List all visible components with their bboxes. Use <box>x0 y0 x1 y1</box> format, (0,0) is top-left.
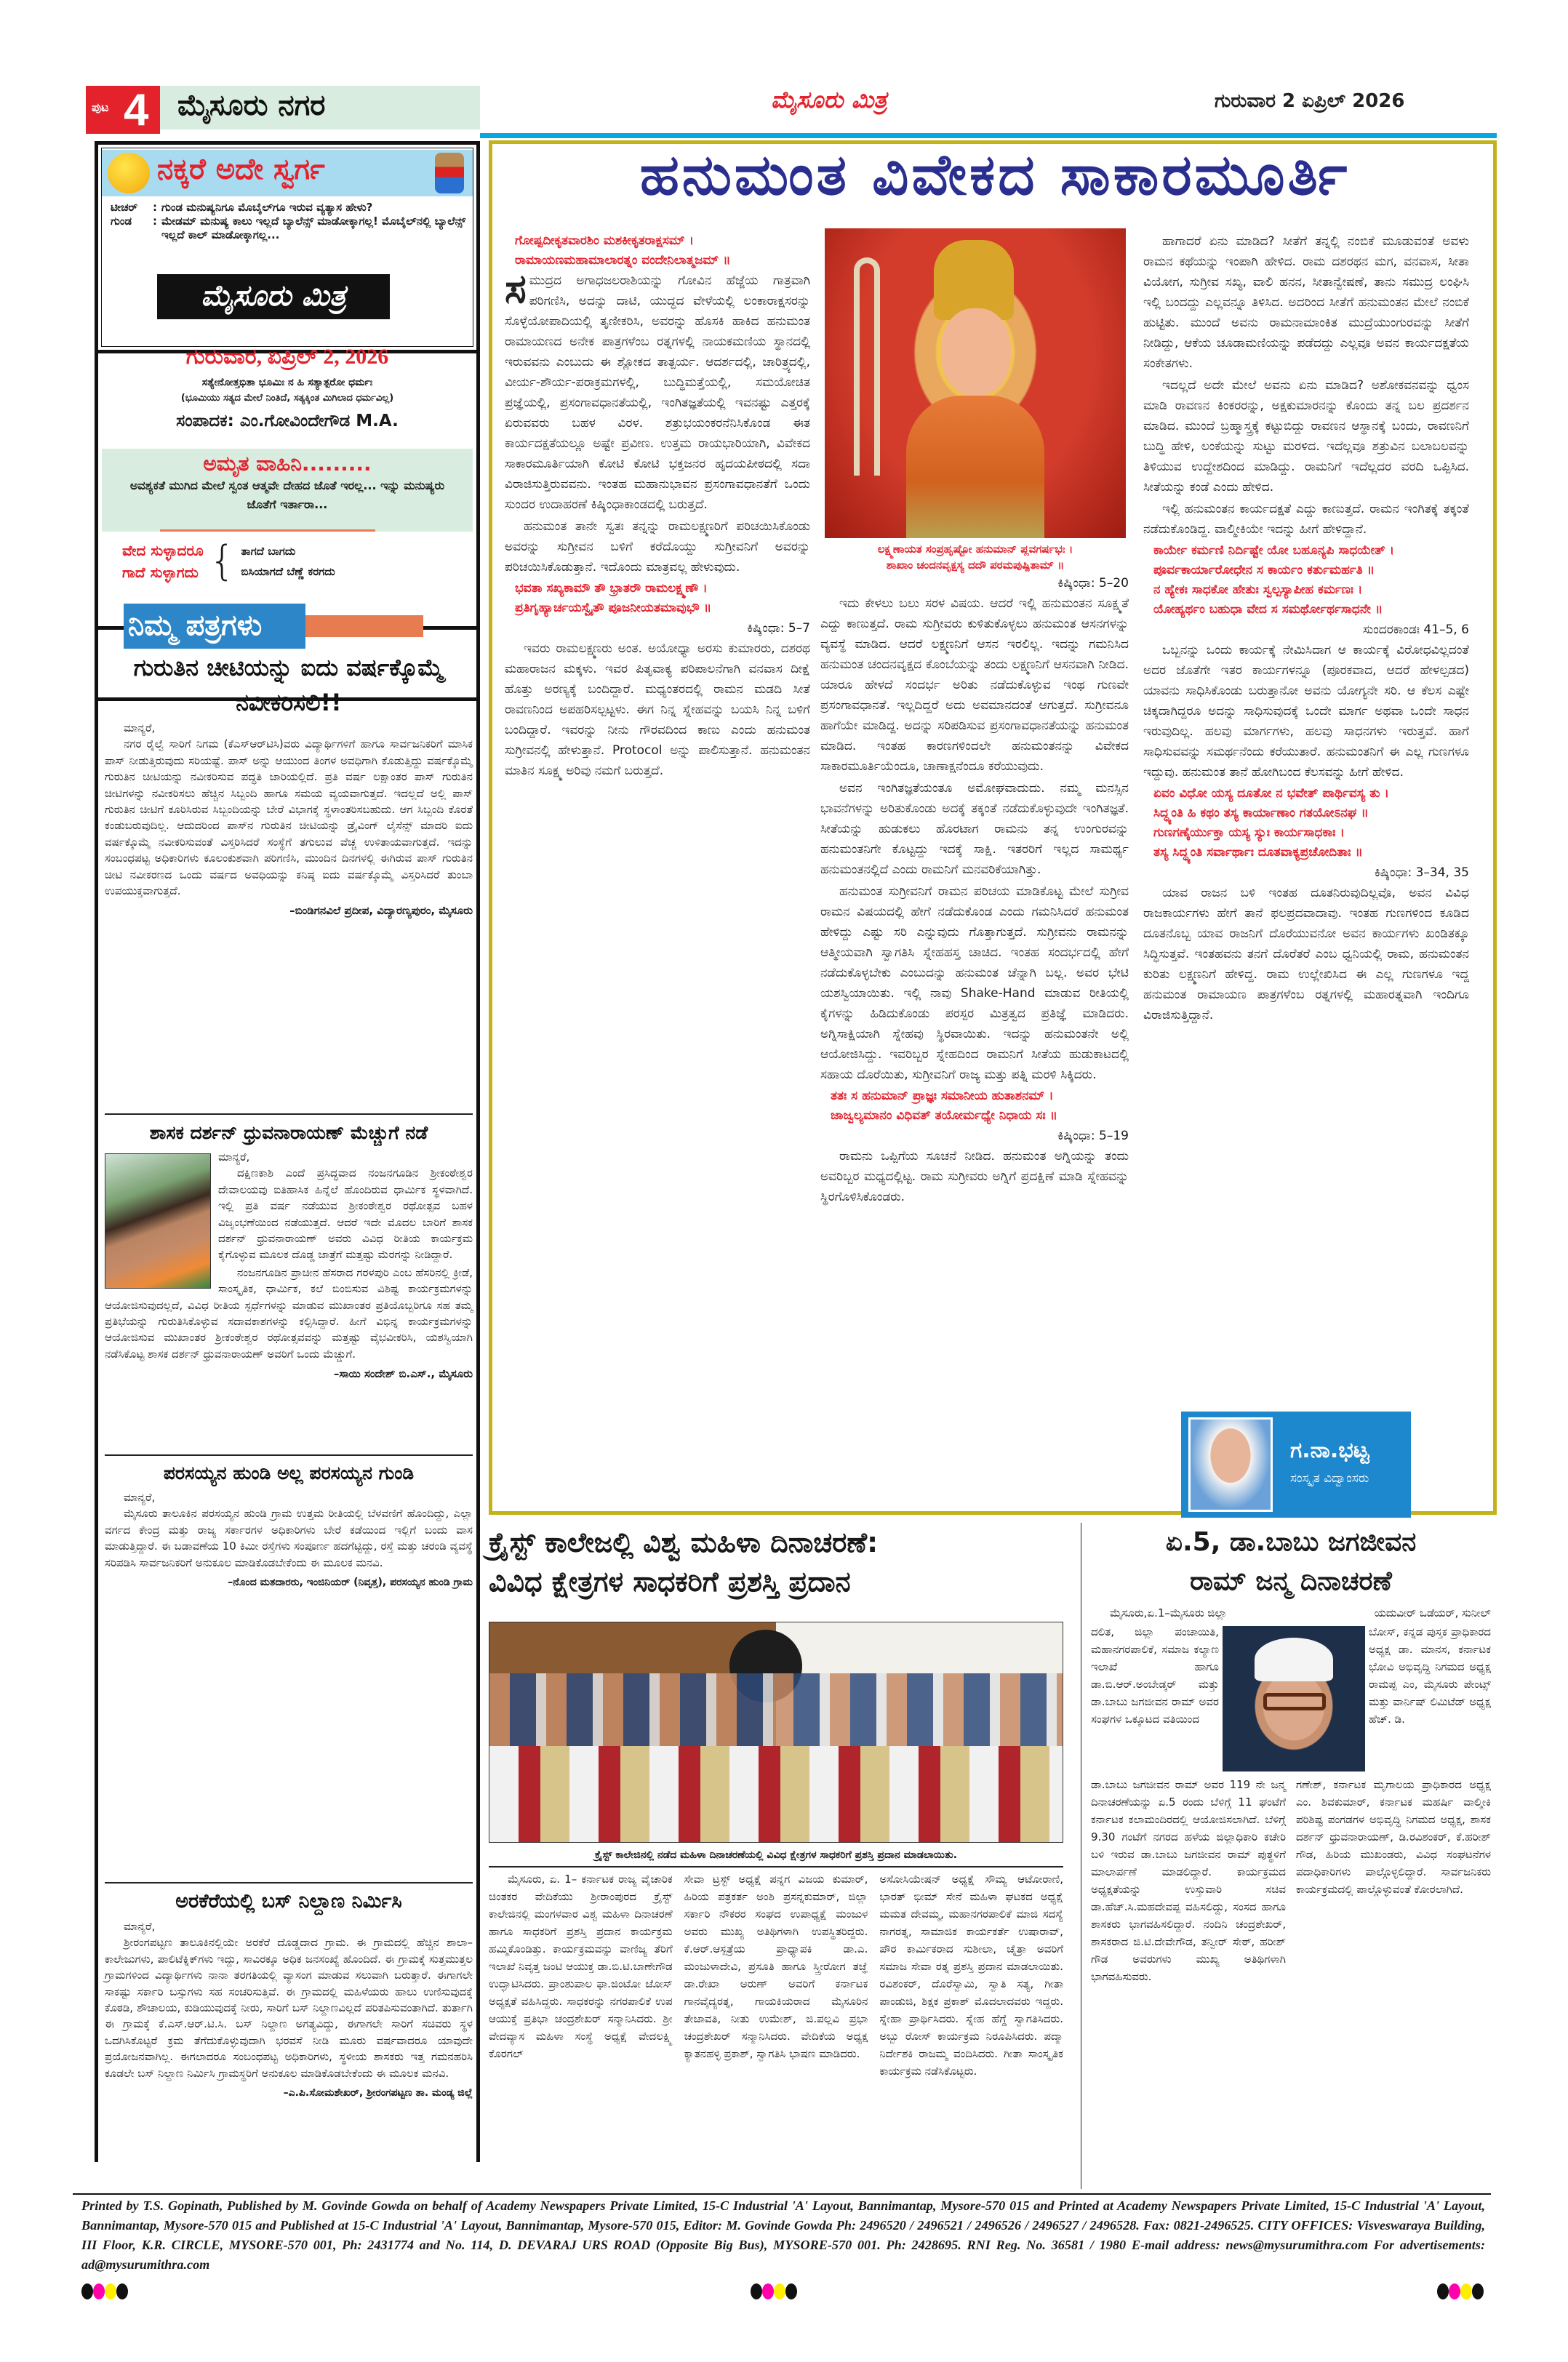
letter-signature: –ಬಿಂಡಿಗನವಿಲೆ ಪ್ರದೀಪ, ವಿದ್ಯಾರಣ್ಯಪುರಂ, ಮೈಸೂರು <box>289 904 473 918</box>
letter-3 <box>105 1457 473 1593</box>
babu-left-col <box>1091 1623 1219 1729</box>
headline-line: ವಿವಿಧ ಕ್ಷೇತ್ರಗಳ ಸಾಧಕರಿಗೆ ಪ್ರಶಸ್ತಿ ಪ್ರದಾನ <box>489 1566 851 1598</box>
proverb-line: ಬಿಸಿಯಾಗದೆ ಬೆಣ್ಣೆ ಕರಗದು <box>241 565 335 578</box>
article-paragraph: ಹಾಗಾದರೆ ಏನು ಮಾಡಿದ? ಸೀತೆಗೆ ತನ್ನಲ್ಲಿ ನಂಬಿಕೆ ಮೂಡುವಂತೆ ಅವಳು ರಾಮನ ಕಥೆಯನ್ನು ಇಂಪಾಗಿ ಹೇಳಿದ. ರಾಮ ದಶರಥನ ಮಗ, ವನವಾಸ, ಸೀತಾ ವಿಯೋಗ, ಸುಗ್ರೀವ ಸಖ್ಯ, ವಾಲಿ ಹನನ, ಸೀತಾನ್ವೇಷಣೆ, ತಾನು ಸಮುದ್ರ ಲಂಘಿಸಿ ಇಲ್ಲಿ ಬಂದದ್ದು ಎಲ್ಲವನ್ನೂ ತಿಳಿಸಿದ. ಅದರಿಂದ ಸೀತೆಗೆ ಹನುಮಂತನ ಮೇಲೆ ನಂಬಿಕೆ ಹುಟ್ಟಿತು. ಮುಂದೆ ಅವನು ರಾಮನಾಮಾಂಕಿತ ಮುದ್ರೆಯುಂಗುರವನ್ನು ಸೀತೆಗೆ ನೀಡಿದ್ದು, ಆಕೆಯ ಚೂಡಾಮಣಿಯನ್ನು ಪಡೆದದ್ದು ಎಲ್ಲವೂ ಅವನ ಕಾರ್ಯದಕ್ಷತೆಯ ಸಂಕೇತಗಳು. <box>1143 234 1469 371</box>
story-paragraph: ಡಾ.ಬಾಬು ಜಗಜೀವನ ರಾಮ್ ಅವರ 119 ನೇ ಜನ್ಮ ದಿನಾಚರಣೆಯನ್ನು ಏ.5 ರಂದು ಬೆಳಿಗ್ಗೆ 11 ಘಂಟೆಗೆ ಕರ್ನಾಟಕ ಕಲಾಮಂದಿರದಲ್ಲಿ ಆಯೋಜಿಸಲಾಗಿದೆ. ಬೆಳಿಗ್ಗೆ 9.30 ಗಂಟೆಗೆ ನಗರದ ಹಳೆಯ ಜಿಲ್ಲಾಧಿಕಾರಿ ಕಚೇರಿ ಬಳಿ ಇರುವ ಡಾ.ಬಾಬು ಜಗಜೀವನ ರಾಮ್ ಪುತ್ಥಳಿಗೆ ಮಾಲಾರ್ಪಣೆ ಮಾಡಲಿದ್ದಾರೆ. ಕಾರ್ಯಕ್ರಮದ ಅಧ್ಯಕ್ಷತೆಯನ್ನು ಉಸ್ತುವಾರಿ ಸಚಿವ ಡಾ.ಹೆಚ್.ಸಿ.ಮಹದೇವಪ್ಪ ವಹಿಸಲಿದ್ದು, ಸಂಸದ ಹಾಗೂ ಶಾಸಕರು ಭಾಗವಹಿಸಲಿದ್ದಾರೆ. ನಂದಿನಿ ಚಂದ್ರಶೇಖರ್, ಶಾಸಕರಾದ ಜಿ.ಟಿ.ದೇವೇಗೌಡ, ತನ್ವೀರ್ ಸೇಠ್, ಹರೀಶ್ ಗೌಡ ಅವರುಗಳು ಮುಖ್ಯ ಅತಿಥಿಗಳಾಗಿ ಭಾಗವಹಿಸುವರು. <box>1091 1778 1286 1983</box>
people-row-front <box>489 1746 1063 1843</box>
editor-line: ಸಂಪಾದಕ: ಎಂ.ಗೋವಿಂದೇಗೌಡ M.A. <box>176 412 399 431</box>
dancing-figure-icon <box>435 153 464 193</box>
article-col-1 <box>505 231 810 782</box>
story-column <box>1296 1776 1491 1987</box>
babu-portrait <box>1223 1626 1365 1772</box>
amrutha-text: ಅವಶ್ಯಕತೆ ಮುಗಿದ ಮೇಲೆ ಸ್ವಂತ ಆತ್ಮವೇ ದೇಹದ ಜೊತೆ ಇರಲ್ಲ... ಇನ್ನು ಮನುಷ್ಯರು ಜೊತೆಗೆ ಇರ್ತಾರಾ... <box>129 479 445 511</box>
registration-dot <box>105 2283 116 2299</box>
registration-dot <box>81 2283 93 2299</box>
letter-body <box>105 720 473 899</box>
registration-dot <box>93 2283 105 2299</box>
article-paragraph: ಅವನ ಇಂಗಿತಜ್ಞತೆಯಂತೂ ಅಮೋಘವಾದುದು. ನಮ್ಮ ಮನಸ್ಸಿನ ಭಾವನೆಗಳನ್ನು ಅರಿತುಕೊಂಡು ಅದಕ್ಕೆ ತಕ್ಕಂತೆ ನಡೆದುಕೊಳ್ಳುವುದೇ ಇಂಗಿತಜ್ಞತೆ. ಸೀತೆಯನ್ನು ಹುಡುಕಲು ಹೊರಟಾಗ ರಾಮನು ತನ್ನ ಉಂಗುರವನ್ನು ಹನುಮಂತನಿಗೇ ಕೊಟ್ಟದ್ದು ಇದಕ್ಕೆ ಸಾಕ್ಷಿ. ಇತರರಿಗೆ ಇಲ್ಲದ ಸಾಮರ್ಥ್ಯ ಹನುಮಂತನಲ್ಲಿದೆ ಎಂದು ರಾಮನಿಗೆ ಮನವರಿಕೆಯಾಗಿತ್ತು. <box>820 781 1129 877</box>
dropcap: ಸ <box>505 265 527 313</box>
story-column <box>489 1870 673 2081</box>
shloka-line: ತಸ್ಯ ಸಿದ್ಧ್ಯಂತಿ ಸರ್ವಾರ್ಥಾಃ ದೂತವಾಕ್ಯಪ್ರಚೋದಿತಾಃ ॥ <box>1153 845 1363 860</box>
amrutha-box <box>102 449 473 532</box>
letter-1 <box>105 650 473 921</box>
letter-paragraph: ಶ್ರೀರಂಗಪಟ್ಟಣ ತಾಲೂಕಿನಲ್ಲಿಯೇ ಅರಕೆರೆ ದೊಡ್ಡದಾದ ಗ್ರಾಮ. ಈ ಗ್ರಾಮದಲ್ಲಿ ಹೆಚ್ಚಿನ ಶಾಲಾ– ಕಾಲೇಜುಗಳು, ಪಾಲಿಟೆಕ್ನಿಕ್‌ಗಳು ಇದ್ದು, ಸಾವಿರಕ್ಕೂ ಅಧಿಕ ಜನಸಂಖ್ಯೆ ಹೊಂದಿದೆ. ಈ ಗ್ರಾಮಕ್ಕೆ ಸುತ್ತಮುತ್ತಲ ಗ್ರಾಮಗಳಿಂದ ವಿದ್ಯಾರ್ಥಿಗಳು ನಾನಾ ತರಗತಿಯಲ್ಲಿ ವ್ಯಾಸಂಗ ಮಾಡುವ ಸಲುವಾಗಿ ಬರುತ್ತಾರೆ. ಈಗಾಗಲೇ ಸಾಕಷ್ಟು ಸರ್ಕಾರಿ ಬಸ್ಸುಗಳು ಸಹ ಸಂಚರಿಸುತ್ತಿವೆ. ಈ ಗ್ರಾಮದಲ್ಲಿ ಮಹಿಳೆಯರು ಹಾಲು ಉಣಿಸುವುದಕ್ಕೆ ಕೊಠಡಿ, ಶೌಚಾಲಯ, ಕುಡಿಯುವುದಕ್ಕೆ ನೀರು, ಸಾರಿಗೆ ಬಸ್ ನಿಲ್ದಾಣವಿಲ್ಲದೆ ಪರಿತಪಿಸುವಂತಾಗಿದೆ. ತುರ್ತಾಗಿ ಈ ಗ್ರಾಮಕ್ಕೆ ಕೆ.ಎಸ್.ಆರ್.ಟಿ.ಸಿ. ಬಸ್ ನಿಲ್ದಾಣ ಅಗತ್ಯವಿದ್ದು, ಈಗಾಗಲೇ ಸಾರಿಗೆ ಸಚಿವರು ಸ್ಥಳ ಒದಗಿಸಿಕೊಟ್ಟರೆ ಕ್ರಮ ತೆಗೆದುಕೊಳ್ಳುವುದಾಗಿ ಭರವಸೆ ನೀಡಿ ಮೂರು ವರ್ಷವಾದರೂ ಯಾವುದೇ ಪ್ರಯೋಜನವಾಗಿಲ್ಲ. ಈಗಲಾದರೂ ಸಂಬಂಧಪಟ್ಟ ಅಧಿಕಾರಿಗಳು, ಸ್ಥಳೀಯ ಶಾಸಕರು ಇತ್ತ ಗಮನಹರಿಸಿ ಕೂಡಲೇ ಬಸ್ ನಿಲ್ದಾಣ ನಿರ್ಮಿಸಿ ಗ್ರಾಮಸ್ಥರಿಗೆ ಅನುಕೂಲ ಮಾಡಿಕೊಡಬೇಕೆಂದು ಈ ಮೂಲಕ ಮನವಿ. <box>105 1936 473 2080</box>
article-body <box>820 593 1129 1085</box>
article-paragraph: ಇದು ಕೇಳಲು ಬಲು ಸರಳ ವಿಷಯ. ಆದರೆ ಇಲ್ಲಿ ಹನುಮಂತನ ಸೂಕ್ಷ್ಮತೆ ಎದ್ದು ಕಾಣುತ್ತದೆ. ರಾಮ ಸುಗ್ರೀವರು ಕುಳಿತುಕೊಳ್ಳಲು ಹನುಮಂತ ಆಸನಗಳನ್ನು ವ್ಯವಸ್ಥೆ ಮಾಡಿದ. ಆದರೆ ಲಕ್ಷ್ಮಣನಿಗೆ ಆಸನ ಇರಲಿಲ್ಲ. ಇದನ್ನು ಗಮನಿಸಿದ ಹನುಮಂತ ಚಂದನವೃಕ್ಷದ ಕೊಂಬೆಯನ್ನು ತಂದು ಲಕ್ಷ್ಮಣನಿಗೆ ಆಸನವಾಗಿ ನೀಡಿದ. ಯಾರೂ ಹೇಳದೆ ಸಂದರ್ಭ ಅರಿತು ನಡೆದುಕೊಳ್ಳುವ ಇಂಥ ಗುಣವೇ ಪ್ರಸಂಗಾವಧಾನತೆ. ಇಲ್ಲದಿದ್ದರೆ ಅದು ಅವಮಾನದಂತೆ ಆಗುತ್ತದೆ. ಸುಗ್ರೀವನೂ ಹಾಗೆಯೇ ಮಾಡಿದ್ದ. ಅದನ್ನು ಸರಿಪಡಿಸುವ ಪ್ರಸಂಗಾವಧಾನತೆಯನ್ನು ಹನುಮಂತ ಮಾಡಿದ. ಇಂತಹ ಕಾರಣಗಳಿಂದಲೇ ಹನುಮಂತನನ್ನು ವಿವೇಕದ ಸಾಕಾರಮೂರ್ತಿಯೆಂದೂ, ಚಾಣಾಕ್ಷನೆಂದೂ ಕರೆಯುವುದು. <box>820 596 1129 774</box>
joke-line <box>111 201 467 215</box>
letter-title: ಶಾಸಕ ದರ್ಶನ್ ಧ್ರುವನಾರಾಯಣ್ ಮೆಚ್ಚುಗೆ ನಡೆ <box>149 1122 428 1143</box>
article-paragraph: ಇವರು ರಾಮಲಕ್ಷ್ಮಣರು ಅಂತ. ಅಯೋಧ್ಯಾ ಅರಸು ಕುಮಾರರು, ದಶರಥ ಮಹಾರಾಜನ ಮಕ್ಕಳು. ಇವರ ಪಿತೃವಾಕ್ಯ ಪರಿಪಾಲನೆಗಾಗಿ ವನವಾಸ ದೀಕ್ಷೆ ಹೊತ್ತು ಅರಣ್ಯಕ್ಕೆ ಬಂದಿದ್ದಾರೆ. ಮಧ್ಯಂತರದಲ್ಲಿ ರಾಮನ ಮಡದಿ ಸೀತೆ ರಾವಣನಿಂದ ಅಪಹರಿಸಲ್ಪಟ್ಟಳು. ಈಗ ನಿನ್ನ ಸ್ನೇಹವನ್ನು ಬಯಸಿ ನಿನ್ನ ಬಳಿಗೆ ಬಂದಿದ್ದಾರೆ. ಇವರನ್ನು ನೀನು ಗೌರವದಿಂದ ಕಾಣು ಎಂದು ಹನುಮಂತ ಸುಗ್ರೀವನಲ್ಲಿ ಹೇಳುತ್ತಾನೆ. Protocol ಅನ್ನು ಪಾಲಿಸುತ್ತಾನೆ. ಹನುಮಂತನ ಮಾತಿನ ಸೂಕ್ಷ್ಮ ಅರಿವು ನಮಗೆ ಬರುತ್ತದೆ. <box>505 641 810 778</box>
lead-text: ಮೈಸೂರು,ಏ.1–ಮೈಸೂರು ಜಿಲ್ಲಾ <box>1110 1606 1228 1620</box>
colon: : <box>153 215 157 228</box>
letters-banner: ನಿಮ್ಮ ಪತ್ರಗಳು <box>124 604 305 649</box>
registration-dot <box>1437 2283 1449 2299</box>
shloka <box>1143 784 1469 862</box>
author-box <box>1181 1412 1411 1518</box>
letter-body <box>105 1489 473 1571</box>
section-title-bar <box>160 86 480 129</box>
footer-rule <box>73 2193 1491 2195</box>
shloka-line: ಜಾಜ್ವಲ್ಯಮಾನಂ ವಿಧಿವತ್ ತಯೋರ್ಮಧ್ಯೇ ನಿಧಾಯ ಸಃ ॥ <box>831 1108 1057 1123</box>
joke-text: ಮೇಡಮ್ ಮನುಷ್ಯ ಕಾಲು ಇಲ್ಲದೆ ಬ್ಯಾಲೆನ್ಸ್ ಮಾಡೋಕ್ಕಾಗಲ್ಲ! ಮೊಬೈಲ್‌ನಲ್ಲಿ ಬ್ಯಾಲೆನ್ಸ್ ಇಲ್ಲದೆ ಕಾಲ್ ಮಾಡೋಕ್ಕಾಗಲ್ಲ... <box>161 215 466 241</box>
letter-signature: –ನೊಂದ ಮತದಾರರು, ಇಂಜಿನಿಯರ್ (ನಿವೃತ್ತ), ಪರಸಯ್ಯನ ಹುಂಡಿ ಗ್ರಾಮ <box>228 1577 473 1589</box>
letter-greeting: ಮಾನ್ಯರೆ, <box>124 721 156 734</box>
shloka-line: ನ ಹ್ಯೇಕಃ ಸಾಧಕೋ ಹೇತುಃ ಸ್ವಲ್ಪಸ್ಯಾಪೀಹ ಕರ್ಮಣಃ । <box>1153 583 1363 597</box>
divider <box>105 1113 473 1115</box>
story-paragraph: ಮೈಸೂರು, ಏ. 1– ಕರ್ನಾಟಕ ರಾಜ್ಯ ವೈಚಾರಿಕ ಚಿಂತಕರ ವೇದಿಕೆಯು ಶ್ರೀರಾಂಪುರದ ಕ್ರೈಸ್ಟ್ ಕಾಲೇಜಿನಲ್ಲಿ ಮಂಗಳವಾರ ವಿಶ್ವ ಮಹಿಳಾ ದಿನಾಚರಣೆ ಹಾಗೂ ಸಾಧಕರಿಗೆ ಪ್ರಶಸ್ತಿ ಪ್ರದಾನ ಕಾರ್ಯಕ್ರಮ ಹಮ್ಮಿಕೊಂಡಿತ್ತು. ಕಾರ್ಯಕ್ರಮವನ್ನು ವಾಣಿಜ್ಯ ತೆರಿಗೆ ಇಲಾಖೆ ನಿವೃತ್ತ ಜಂಟಿ ಆಯುಕ್ತ ಡಾ.ಬಿ.ಟಿ.ಬಾಣೇಗೌಡ ಉದ್ಘಾಟಿಸಿದರು. ಪ್ರಾಂಶುಪಾಲ ಫಾ.ಜಿಂಟೋ ಜೋಸ್ ಅಧ್ಯಕ್ಷತೆ ವಹಿಸಿದ್ದರು. ಸಾಧಕರನ್ನು ನಗರಪಾಲಿಕೆ ಉಪ ಆಯುಕ್ತೆ ಪ್ರತಿಭಾ ಚಂದ್ರಶೇಖರ್ ಸನ್ಮಾನಿಸಿದರು. ಶ್ರೀ ವೇದವ್ಯಾಸ ಮಹಿಳಾ ಸಂಸ್ಥೆ ಅಧ್ಯಕ್ಷೆ ವೇದಲಕ್ಷ್ಮಿ ಕೊರಗಲ್ <box>489 1873 673 2060</box>
masthead-small: ಮೈಸೂರು ಮಿತ್ರ <box>771 86 887 113</box>
letter-signature: –ಎ.ಪಿ.ಸೋಮಶೇಖರ್, ಶ್ರೀರಂಗಪಟ್ಟಣ ತಾ. ಮಂಡ್ಯ ಜಿಲ್ಲೆ <box>283 2087 473 2099</box>
brace: { <box>209 537 236 585</box>
proverb-right <box>241 541 335 582</box>
page-number-box <box>86 86 160 134</box>
hanuman-torso <box>906 396 1044 538</box>
hanuman-face <box>941 308 1011 396</box>
letter-paragraph: ಮೈಸೂರು ತಾಲೂಕಿನ ಪರಸಯ್ಯನ ಹುಂಡಿ ಗ್ರಾಮ ಉತ್ತಮ ರೀತಿಯಲ್ಲಿ ಬೆಳವಣಿಗೆ ಹೊಂದಿದ್ದು, ಎಲ್ಲಾ ವರ್ಗದ ಕೇಂದ್ರ ಮತ್ತು ರಾಜ್ಯ ಸರ್ಕಾರಗಳ ಅಧಿಕಾರಿಗಳು ಬೇರೆ ಕಡೆಯಿಂದ ಇಲ್ಲಿಗೆ ಬಂದು ವಾಸ ಮಾಡುತ್ತಿದ್ದಾರೆ. ಈ ಬಡಾವಣೆಯ 10 ಕಿಮೀ ರಸ್ತೆಗಳು ಸಂಪೂರ್ಣ ಹದಗೆಟ್ಟಿದ್ದು, ರಸ್ತೆ ಮತ್ತು ಚರಂಡಿ ವ್ಯವಸ್ಥೆ ಸರಿಪಡಿಸಿ ಸಾರ್ವಜನಿಕರಿಗೆ ಅನುಕೂಲ ಮಾಡಿಕೊಡಬೇಕೆಂದು ಈ ಮೂಲಕ ಮನವಿ. <box>105 1507 473 1569</box>
shloka <box>505 231 810 271</box>
header-date: ಗುರುವಾರ 2 ಏಪ್ರಿಲ್ 2026 <box>1215 90 1405 112</box>
amrutha-title: ಅಮೃತ ವಾಹಿನಿ......... <box>203 452 372 476</box>
registration-marks-right <box>1437 2283 1488 2301</box>
letter-title: ಗುರುತಿನ ಚೀಟಿಯನ್ನು ಐದು ವರ್ಷಕ್ಕೊಮ್ಮೆ ನವೀಕರಿಸಲಿ!! <box>133 654 444 716</box>
joke-speaker: ಗುಂಡ <box>111 215 132 228</box>
shloka <box>505 579 810 618</box>
babu-bottom <box>1091 1776 1491 1987</box>
divider <box>105 1454 473 1456</box>
author-name: ಗ.ನಾ.ಭಟ್ಟ <box>1290 1438 1369 1463</box>
shloka <box>1143 541 1469 620</box>
letter-greeting: ಮಾನ್ಯರೆ, <box>218 1150 250 1164</box>
story-paragraph: ದಲಿತ, ಜಿಲ್ಲಾ ಪಂಚಾಯಿತಿ, ಮಹಾನಗರಪಾಲಿಕೆ, ಸಮಾಜ ಕಲ್ಯಾಣ ಇಲಾಖೆ ಹಾಗೂ ಡಾ.ಬಿ.ಆರ್.ಅಂಬೇಡ್ಕರ್ ಮತ್ತು ಡಾ.ಬಾಬು ಜಗಜೀವನ ರಾಮ್ ಅವರ ಸಂಘಗಳ ಒಕ್ಕೂಟದ ವತಿಯಿಂದ <box>1091 1625 1219 1726</box>
proverb-line: ತಾಗದೆ ಬಾಗದು <box>241 545 296 558</box>
cyan-rule <box>480 133 1497 138</box>
people-row-back <box>489 1673 1063 1753</box>
article-paragraph: ಒಬ್ಬನನ್ನು ಒಂದು ಕಾರ್ಯಕ್ಕೆ ನೇಮಿಸಿದಾಗ ಆ ಕಾರ್ಯಕ್ಕೆ ವಿರೋಧವಿಲ್ಲದಂತೆ ಅದರ ಜೊತೆಗೇ ಇತರ ಕಾರ್ಯಗಳನ್ನೂ (ಪೂರಕವಾದ, ಆದರೆ ಹೇಳಲ್ಪಡದ) ಯಾವನು ಸಾಧಿಸಿಕೊಂಡು ಬರುತ್ತಾನೋ ಅವನು ಯೋಗ್ಯನೇ ಸರಿ. ಆ ಕೆಲಸ ಎಷ್ಟೇ ಚಿಕ್ಕದಾಗಿದ್ದರೂ ಅದನ್ನು ಸಾಧಿಸುವುದಕ್ಕೆ ಒಂದೇ ಮಾರ್ಗ ಅಥವಾ ಒಂದೇ ಸಾಧನ ಇರುವುದಿಲ್ಲ. ಹಲವು ಮಾರ್ಗಗಳು, ಹಲವು ಸಾಧನಗಳು ಇರುತ್ತವೆ. ಹಾಗೆ ಸಾಧಿಸುವವನ್ನು ಸಮರ್ಥನೆಂದು ಕರೆಯುತಾರೆ. ಹನುಮಂತನಿಗೆ ಈ ಎಲ್ಲ ಗುಣಗಳೂ ಇದ್ದುವು. ಹನುಮಂತ ತಾನೆ ಹೋಗಿಬಂದ ಕೆಲಸವನ್ನು ಹೀಗೆ ಹೇಳಿದ. <box>1143 643 1469 780</box>
proverb <box>122 537 464 585</box>
joke-line <box>111 215 467 242</box>
verse-reference: ಕಿಷ್ಕಿಂಧಾ: 5–19 <box>1057 1129 1129 1143</box>
letter-paragraph: ದಕ್ಷಿಣಕಾಶಿ ಎಂದೆ ಪ್ರಸಿದ್ಧವಾದ ನಂಜನಗೂಡಿನ ಶ್ರೀಕಂಠೇಶ್ವರ ದೇವಾಲಯವು ಐತಿಹಾಸಿಕ ಹಿನ್ನೆಲೆ ಹೊಂದಿರುವ ಧಾರ್ಮಿಕ ಸ್ಥಳವಾಗಿದೆ. ಇಲ್ಲಿ ಪ್ರತಿ ವರ್ಷ ನಡೆಯುವ ಶ್ರೀಕಂಠೇಶ್ವರ ರಥೋತ್ಸವ ಬಹಳ ವಿಜೃಂಭಣೆಯಿಂದ ನಡೆಯುತ್ತದೆ. ಆದರೆ ಇದೇ ಮೊದಲ ಬಾರಿಗೆ ಶಾಸಕ ದರ್ಶನ್ ಧ್ರುವನಾರಾಯಣ್ ಅವರು ವಿವಿಧ ರೀತಿಯ ಕಾರ್ಯಕ್ರಮ ಕೈಗೊಳ್ಳುವ ಮೂಲಕ ದೊಡ್ಡ ಜಾತ್ರೆಗೆ ಮತ್ತಷ್ಟು ಮೆರಗನ್ನು ನೀಡಿದ್ದಾರೆ. <box>218 1166 473 1262</box>
headline-line: ಏ.5, ಡಾ.ಬಾಬು ಜಗಜೀವನ <box>1165 1527 1417 1557</box>
registration-dot <box>751 2283 762 2299</box>
registration-marks-left <box>81 2283 132 2301</box>
proverb-left <box>122 540 204 583</box>
joke-text: ಗುಂಡ ಮನುಷ್ಯನಿಗೂ ಮೊಬೈಲ್‌ಗೂ ಇರುವ ವ್ಯತ್ಯಾಸ ಹೇಳು? <box>161 201 373 214</box>
verse-reference: ಕಿಷ್ಕಿಂಧಾ: 5–7 <box>747 621 810 636</box>
spectacles <box>1263 1693 1326 1710</box>
article-paragraph: ಇಲ್ಲಿ ಹನುಮಂತನ ಕಾರ್ಯದಕ್ಷತೆ ಎದ್ದು ಕಾಣುತ್ತದೆ. ರಾಮನ ಇಂಗಿತಕ್ಕೆ ತಕ್ಕಂತೆ ನಡೆದುಕೊಂಡಿದ್ದ. ವಾಲ್ಮೀಕಿಯೇ ಇದನ್ನು ಹೀಗೆ ಹೇಳಿದ್ದಾನೆ. <box>1143 502 1469 537</box>
colon: : <box>153 201 157 214</box>
registration-dot <box>785 2283 797 2299</box>
page-number: 4 <box>124 85 149 135</box>
shloka-line: ಪೂರ್ವಕಾರ್ಯಾರೋಧೇನ ಸ ಕಾರ್ಯಂ ಕರ್ತುಮರ್ಹತಿ ॥ <box>1153 563 1375 577</box>
registration-dot <box>1449 2283 1460 2299</box>
shloka-line: ಯೋಹ್ಯರ್ಥಂ ಬಹುಧಾ ವೇದ ಸ ಸಮರ್ಥೋರ್ಥಸಾಧನೇ ॥ <box>1153 602 1383 617</box>
masthead-logo: ಮೈಸೂರು ಮಿತ್ರ <box>157 274 390 319</box>
article-col-2 <box>820 573 1129 1209</box>
gandhi-cap <box>1255 1638 1333 1681</box>
caption-line: ಶಾಖಾಂ ಚಂದನವೃಕ್ಷಸ್ಯ ದದೌ ಪರಮಪುಷ್ಪಿತಾಮ್ ॥ <box>886 559 1065 572</box>
page-label: ಪುಟ <box>92 100 109 114</box>
shloka-line: ರಾಮಾಯಣಮಹಾಮಾಲಾರತ್ನಂ ವಂದೇನಿಲಾತ್ಮಜಮ್ ॥ <box>515 253 731 268</box>
registration-dot <box>1460 2283 1472 2299</box>
story-paragraph: ಅಸೋಸಿಯೇಷನ್ ಅಧ್ಯಕ್ಷೆ ಸೌಮ್ಯ ಆಟೋರಾಣಿ, ಭಾರತ್ ಭೀಮ್ ಸೇನೆ ಮಹಿಳಾ ಘಟಕದ ಅಧ್ಯಕ್ಷೆ ಮಮತ ದೇವಮ್ಮ, ಮಹಾನಗರಪಾಲಿಕೆ ಮಾಜಿ ಸದಸ್ಯೆ ನಾಗರತ್ನ, ಸಾಮಾಜಿಕ ಕಾರ್ಯಕರ್ತೆ ಉಷಾರಾವ್, ಪೌರ ಕಾರ್ಮಿಕರಾದ ಸುಶೀಲಾ, ಚೈತ್ರಾ ಅವರಿಗೆ ಸಮಾಜ ಸೇವಾ ರತ್ನ ಪ್ರಶಸ್ತಿ ಪ್ರದಾನ ಮಾಡಲಾಯಿತು. ರವಿಶಂಕರ್, ದೊರೆಸ್ವಾಮಿ, ಸ್ವಾತಿ ಸತ್ಯ, ಗೀತಾ ಪಾಂಡುಜಿ, ಶಿಕ್ಷಕ ಪ್ರಕಾಶ್ ಮೊದಲಾದವರು ಇದ್ದರು. ಸ್ನೇಹಾ ಪ್ರಾರ್ಥಿಸಿದರು. ಸ್ನೇಹ ಹೆಗ್ಡೆ ಸ್ವಾಗತಿಸಿದರು. ಅಬ್ಬು ರೋಸ್ ಕಾರ್ಯಕ್ರಮ ನಿರೂಪಿಸಿದರು. ಪದ್ಮಾ ನಿರ್ದೇಶಕಿ ರಾಜಮ್ಮ ವಂದಿಸಿದರು. ಗೀತಾ ಸಾಂಸ್ಕೃತಿಕ ಕಾರ್ಯಕ್ರಮ ನಡೆಸಿಕೊಟ್ಟರು. <box>879 1873 1064 2078</box>
story-column <box>879 1870 1063 2081</box>
letter-greeting: ಮಾನ್ಯರೆ, <box>124 1491 156 1504</box>
registration-marks-center <box>751 2283 816 2301</box>
story-column <box>684 1870 868 2081</box>
section-title: ಮೈಸೂರು ನಗರ <box>177 89 326 122</box>
joke-title: ನಕ್ಕರೆ ಅದೇ ಸ್ವರ್ಗ <box>157 153 325 186</box>
letter-photo <box>105 1153 211 1289</box>
article-body <box>505 265 810 577</box>
letter-title: ಪರಸಯ್ಯನ ಹುಂಡಿ ಅಲ್ಲ ಪರಸಯ್ಯನ ಗುಂಡಿ <box>163 1462 415 1484</box>
headline-line: ಕ್ರೈಸ್ಟ್ ಕಾಲೇಜಲ್ಲಿ ವಿಶ್ವ ಮಹಿಳಾ ದಿನಾಚರಣೆ: <box>489 1526 879 1558</box>
christ-body <box>489 1870 1063 2081</box>
christ-headline <box>489 1523 1063 1601</box>
caption-line: ಲಕ್ಷ್ಮಣಾಯತ ಸಂಪ್ರಹೃಷ್ಟೋ ಹನುಮಾನ್ ಪ್ಲವಗರ್ಷಭಃ । <box>877 543 1073 556</box>
story-paragraph: ಗಣೇಶ್, ಕರ್ನಾಟಕ ಮೃಗಾಲಯ ಪ್ರಾಧಿಕಾರದ ಅಧ್ಯಕ್ಷ ಎಂ. ಶಿವಕುಮಾರ್, ಕರ್ನಾಟಕ ಮಹರ್ಷಿ ವಾಲ್ಮೀಕಿ ಪರಿಶಿಷ್ಟ ಪಂಗಡಗಳ ಅಭಿವೃದ್ಧಿ ನಿಗಮದ ಅಧ್ಯಕ್ಷ, ಶಾಸಕ ದರ್ಶನ್ ಧ್ರುವನಾರಾಯಣ್, ಡಿ.ರವಿಶಂಕರ್, ಕೆ.ಹರೀಶ್ ಗೌಡ, ಹಿರಿಯ ಮುಖಂಡರು, ವಿವಿಧ ಸಂಘಟನೆಗಳ ಪದಾಧಿಕಾರಿಗಳು ಪಾಲ್ಗೊಳ್ಳಲಿದ್ದಾರೆ. ಸಾರ್ವಜನಿಕರು ಕಾರ್ಯಕ್ರಮದಲ್ಲಿ ಪಾಲ್ಗೊಳ್ಳುವಂತೆ ಕೋರಲಾಗಿದೆ. <box>1296 1778 1491 1896</box>
shloka-line: ಸಿದ್ಧ್ಯಂತಿ ಹಿ ಕಥಂ ತಸ್ಯ ಕಾರ್ಯಾಣಾಂ ಗತಯೋಽನಘ ॥ <box>1153 806 1369 820</box>
article-paragraph: ಇದಲ್ಲದೆ ಅದೇ ಮೇಲೆ ಅವನು ಏನು ಮಾಡಿದ? ಅಶೋಕವನವನ್ನು ಧ್ವಂಸ ಮಾಡಿ ರಾವಣನ ಕಿಂಕರರನ್ನು, ಅಕ್ಷಕುಮಾರನನ್ನು ಕೊಂದು ತನ್ನ ಬಲ ಪ್ರದರ್ಶನ ಮಾಡಿದ. ಮುಂದೆ ಬ್ರಹ್ಮಾಸ್ತ್ರಕ್ಕೆ ಕಟ್ಟುಬಿದ್ದು ರಾವಣನ ಆಸ್ಥಾನಕ್ಕೆ ಬಂದು, ರಾವಣನಿಗೆ ಬುದ್ಧಿ ಹೇಳಿ, ಲಂಕೆಯನ್ನು ಸುಟ್ಟು ಮರಳಿದ. ಇದೆಲ್ಲವೂ ಶತ್ರುವಿನ ಬಲಾಬಲವನ್ನು ತಿಳಿಯುವ ಉದ್ದೇಶದಿಂದ ಮಾಡಿದ್ದು. ರಾಮನಿಗೆ ಇದೆಲ್ಲದರ ವರದಿ ಒಪ್ಪಿಸಿದ. ಸೀತೆಯನ್ನು ಕಂಡೆ ಎಂದು ಹೇಳಿದ. <box>1143 378 1469 495</box>
shloka-line: ತತಃ ಸ ಹನುಮಾನ್ ಪ್ರಾಜ್ಞಃ ಸಮಾನೀಯ ಹುತಾಶನಮ್ । <box>831 1089 1054 1103</box>
article-paragraph: ಹನುಮಂತ ಸುಗ್ರೀವನಿಗೆ ರಾಮನ ಪರಿಚಯ ಮಾಡಿಕೊಟ್ಟ ಮೇಲೆ ಸುಗ್ರೀವ ರಾಮನ ವಿಷಯದಲ್ಲಿ ಹೇಗೆ ನಡೆದುಕೊಂಡ ಎಂದು ಗಮನಿಸಿದರೆ ಹನುಮಂತ ಹೇಳಿದ್ದು ಎಷ್ಟು ಸರಿ ಎನ್ನುವುದು ಗೊತ್ತಾಗುತ್ತದೆ. ಸುಗ್ರೀವನು ರಾಮನನ್ನು ಆತ್ಮೀಯವಾಗಿ ಸ್ವಾಗತಿಸಿ ಸ್ನೇಹಹಸ್ತ ಚಾಚಿದ. ಇಂತಹ ಸಂದರ್ಭದಲ್ಲಿ ಹೇಗೆ ನಡೆದುಕೊಳ್ಳಬೇಕು ಎಂಬುದನ್ನು ಹನುಮಂತ ಚೆನ್ನಾಗಿ ಬಲ್ಲ. ಅವರ ಭೇಟಿ ಯಶಸ್ವಿಯಾಯಿತು. ಇಲ್ಲಿ ನಾವು Shake-Hand ಮಾಡುವ ರೀತಿಯಲ್ಲಿ ಕೈಗಳನ್ನು ಹಿಡಿದುಕೊಂಡು ಪರಸ್ಪರ ಮಿತ್ರತ್ವದ ಪ್ರತಿಜ್ಞೆ ಮಾಡಿದರು. ಅಗ್ನಿಸಾಕ್ಷಿಯಾಗಿ ಸ್ನೇಹವು ಸ್ಥಿರವಾಯಿತು. ಇದನ್ನು ಹನುಮಂತನೇ ಅಲ್ಲಿ ಆಯೋಜಿಸಿದ್ದು. ಇವರಿಬ್ಬರ ಸ್ನೇಹದಿಂದ ರಾಮನಿಗೆ ಸೀತೆಯ ಹುಡುಕಾಟದಲ್ಲಿ ಸಹಾಯ ದೊರೆಯಿತು, ಸುಗ್ರೀವನಿಗೆ ರಾಜ್ಯ ಮತ್ತು ಪತ್ನಿ ಮರಳಿ ಸಿಕ್ಕಿದರು. <box>820 884 1129 1082</box>
christ-photo <box>489 1622 1063 1843</box>
orange-divider <box>160 529 375 532</box>
image-caption <box>825 541 1126 573</box>
proverb-line: ಗಾದೆ ಸುಳ್ಳಾಗದು <box>122 564 199 581</box>
shloka-line: ಏವಂ ವಿಧೋ ಯಸ್ಯ ದೂತೋ ನ ಭವೇತ್ ಪಾರ್ಥಿವಸ್ಯ ತು । <box>1153 786 1389 801</box>
letter-paragraph: ನಂಜನಗೂಡಿನ ಪ್ರಾಚೀನ ಹೆಸರಾದ ಗರಳಪುರಿ ಎಂಬ ಹೆಸರಿನಲ್ಲಿ ಕ್ರೀಡೆ, ಸಾಂಸ್ಕೃತಿಕ, ಧಾರ್ಮಿಕ, ಕಲೆ ಬಿಂಬಿಸುವ ವಿಶಿಷ್ಟ ಕಾರ್ಯಕ್ರಮಗಳನ್ನು ಆಯೋಜಿಸುವುದಲ್ಲದೆ, ವಿವಿಧ ರೀತಿಯ ಸ್ಪರ್ಧೆಗಳನ್ನು ಮಾಡುವ ಮುಖಾಂತರ ಪ್ರತಿಯೊಬ್ಬರಿಗೂ ಸಹ ತಮ್ಮ ಪ್ರತಿಭೆಯನ್ನು ಗುರುತಿಸಿಕೊಳ್ಳುವ ಸದಾವಕಾಶಗಳನ್ನು ಕಲ್ಪಿಸಿದ್ದಾರೆ. ಹೀಗೆ ವಿಭಿನ್ನ ಕಾರ್ಯಕ್ರಮಗಳನ್ನು ಆಯೋಜಿಸುವ ಮುಖಾಂತರ ಶ್ರೀಕಂಠೇಶ್ವರ ರಥೋತ್ಸವವನ್ನು ಮತ್ತಷ್ಟು ವೈಭವೀಕರಿಸಿ, ಯಶಸ್ವಿಯಾಗಿ ನಡೆಸಿಕೊಟ್ಟ ಶಾಸಕ ದರ್ಶನ್ ಧ್ರುವನಾರಾಯಣ್ ಅವರಿಗೆ ಒಂದು ಮೆಚ್ಚುಗೆ. <box>105 1265 473 1361</box>
letter-4 <box>105 1885 473 2103</box>
babu-right-col <box>1369 1623 1491 1729</box>
registration-dot <box>116 2283 128 2299</box>
joke-speaker: ಟೀಚರ್ <box>111 201 138 214</box>
verse-reference: ಕಿಷ್ಕಿಂಧಾ: 3–34, 35 <box>1374 865 1469 880</box>
verse-reference: ಸುಂದರಕಾಂಡಃ 41–5, 6 <box>1362 622 1469 637</box>
article-col-3 <box>1143 231 1469 1027</box>
story-column <box>1091 1776 1286 1987</box>
divider <box>489 1866 1063 1867</box>
story-paragraph: ಸೇವಾ ಟ್ರಸ್ಟ್ ಅಧ್ಯಕ್ಷೆ ಪನ್ನಗ ವಿಜಯ ಕುಮಾರ್, ಹಿರಿಯ ಪತ್ರಕರ್ತ ಅಂಶಿ ಪ್ರಸನ್ನಕುಮಾರ್, ಜಿಲ್ಲಾ ಸರ್ಕಾರಿ ನೌಕರರ ಸಂಘದ ಉಪಾಧ್ಯಕ್ಷೆ ಮಂಜುಳ ಅವರು ಮುಖ್ಯ ಅತಿಥಿಗಳಾಗಿ ಉಪಸ್ಥಿತರಿದ್ದರು. ಕೆ.ಆರ್.ಆಸ್ಪತ್ರೆಯ ಪ್ರಾಧ್ಯಾಪಕಿ ಡಾ.ಎ. ಮಂಜುಳಾದೇವಿ, ಪ್ರಸೂತಿ ಹಾಗೂ ಸ್ತ್ರೀರೋಗ ತಜ್ಞೆ ಡಾ.ರೇಖಾ ಅರುಣ್ ಅವರಿಗೆ ಕರ್ನಾಟಕ ಗಾನವೈದ್ಯರತ್ನ, ಗಾಯಕಿಯರಾದ ಮೈಸೂರಿನ ತೇಜಾವತಿ, ನೀತು ಉಮೇಶ್, ಜಿ.ಪಲ್ಲವಿ ಪ್ರಭಾ ಚಂದ್ರಶೇಖರ್ ಸನ್ಮಾನಿಸಿದರು. ವೇದಿಕೆಯ ಅಧ್ಯಕ್ಷ ಕ್ಯಾತನಹಳ್ಳಿ ಪ್ರಕಾಶ್, ಸ್ವಾಗತಿಸಿ ಭಾಷಣ ಮಾಡಿದರು. <box>684 1873 868 2060</box>
article-body <box>1143 640 1469 782</box>
photo-caption: ಕ್ರೈಸ್ಟ್ ಕಾಲೇಜಿನಲ್ಲಿ ನಡೆದ ಮಹಿಳಾ ದಿನಾಚರಣೆಯಲ್ಲಿ ವಿವಿಧ ಕ್ಷೇತ್ರಗಳ ಸಾಧಕರಿಗೆ ಪ್ರಶಸ್ತಿ ಪ್ರದಾನ ಮಾಡಲಾಯಿತು. <box>594 1849 958 1861</box>
shloka <box>820 1086 1129 1126</box>
shloka-line: ಭವತಾ ಸಖ್ಯಕಾಮೌ ತೌ ಭ್ರಾತರೌ ರಾಮಲಕ್ಷ್ಮಣೌ । <box>515 581 708 596</box>
babu-lead <box>1091 1604 1491 1622</box>
author-photo <box>1188 1417 1273 1512</box>
shloka-line: ಗುಣಗಣೈರ್ಯುಕ್ತಾ ಯಸ್ಯ ಸ್ಯುಃ ಕಾರ್ಯಸಾಧಕಾಃ । <box>1153 825 1345 840</box>
shloka-line: ಗೋಷ್ಪದೀಕೃತವಾರಶಿಂ ಮಶಕೀಕೃತರಾಕ್ಷಸಮ್ । <box>515 233 694 248</box>
article-body <box>505 638 810 781</box>
article-body <box>820 1146 1129 1207</box>
babu-headline <box>1091 1523 1491 1601</box>
mace <box>854 257 880 476</box>
letter-2 <box>105 1117 473 1384</box>
joke-lines <box>111 201 467 242</box>
motto: ಸತ್ಯೇನೋತ್ತಭಿತಾ ಭೂಮಿಃ ನ ಹಿ ಸತ್ಯಾತ್ಪರೋ ಧರ್ಮಃ <box>201 377 373 388</box>
registration-dot <box>762 2283 774 2299</box>
registration-dot <box>1472 2283 1484 2299</box>
joke-banner <box>102 150 473 196</box>
article-paragraph: ಯಾವ ರಾಜನ ಬಳಿ ಇಂತಹ ದೂತನಿರುವುದಿಲ್ಲವೊ, ಅವನ ವಿವಿಧ ರಾಜಕಾರ್ಯಗಳು ಹೇಗೆ ತಾನೆ ಫಲಪ್ರದವಾದಾವು. ಇಂತಹ ಗುಣಗಳಿಂದ ಕೂಡಿದ ದೂತನೊಬ್ಬ ಯಾವ ರಾಜನಿಗೆ ದೊರೆಯುವನೋ ಅವನ ಕಾರ್ಯಗಳು ಖಂಡಿತಕ್ಕೂ ಸಿದ್ಧಿಸುತ್ತವೆ. ಇಂತಹವನು ತನಗೆ ದೊರೆತರೆ ಎಂಬ ಧ್ವನಿಯಲ್ಲಿ ರಾಮ, ಹನುಮಂತನ ಕುರಿತು ಲಕ್ಷ್ಮಣನಿಗೆ ಹೇಳಿದ್ದ. ರಾಮ ಉಲ್ಲೇಖಿಸಿದ ಈ ಎಲ್ಲ ಗುಣಗಳೂ ಇದ್ದ ಹನುಮಂತ ರಾಮಾಯಣ ಪಾತ್ರಗಳೆಂಬ ರತ್ನಗಳಲ್ಲಿ ಮಹಾರತ್ನವಾಗಿ ಇಂದಿಗೂ ವಿರಾಜಿಸುತ್ತಿದ್ದಾನೆ. <box>1143 886 1469 1022</box>
imprint: Printed by T.S. Gopinath, Published by M. Govinde Gowda on behalf of Academy Newspapers Private Limited, 15-C Industrial 'A' Layout, Bannimantap, Mysore-570 015 and Printed at Academy Newspapers Private Limited, 15-C Industrial 'A' Layout, Bannimantap, Mysore-570 015 and Published at 15-C Industrial 'A' Layout, Bannimantap, Mysore-570 015, Editor: M. Govinde Gowda Ph: 2496520 / 2496521 / 2496526 / 2496527 / 2496528. Fax: 0821-2496525. CITY OFFICES: Visveswaraya Building, III Floor, K.R. CIRCLE, MYSORE-570 001, Ph: 2431774 and No. 114, D. DEVARAJ URS ROAD (Opposite Big Bus), MYSORE-570 001. Ph: 2428695. RNI Reg. No. 36581 / 1980 E-mail address: news@mysurumithra.com For advertisements: ad@mysurumithra.com <box>81 2198 1485 2272</box>
article-body <box>1143 883 1469 1025</box>
motto-meaning: (ಭೂಮಿಯು ಸತ್ಯದ ಮೇಲೆ ನಿಂತಿದೆ, ಸತ್ಯಕ್ಕಿಂತ ಮಿಗಿಲಾದ ಧರ್ಮವಿಲ್ಲ) <box>180 393 394 404</box>
hanuman-image <box>825 228 1126 538</box>
main-headline: ಹನುಮಂತ ವಿವೇಕದ ಸಾಕಾರಮೂರ್ತಿ <box>639 143 1351 208</box>
article-paragraph: ರಾಮನು ಒಪ್ಪಿಗೆಯ ಸೂಚನೆ ನೀಡಿದ. ಹನುಮಂತ ಅಗ್ನಿಯನ್ನು ತಂದು ಅವರಿಬ್ಬರ ಮಧ್ಯದಲ್ಲಿಟ್ಟ. ರಾಮ ಸುಗ್ರೀವರು ಅಗ್ನಿಗೆ ಪ್ರದಕ್ಷಿಣೆ ಮಾಡಿ ಸ್ನೇಹವನ್ನು ಸ್ಥಿರಗೊಳಿಸಿಕೊಂಡರು. <box>820 1149 1129 1204</box>
letter-paragraph: ನಗರ ರೈಲ್ವೆ ಸಾರಿಗೆ ನಿಗಮ (ಕೆಎಸ್‌ಆರ್‌ಟಿಸಿ)ವರು ವಿದ್ಯಾರ್ಥಿಗಳಿಗೆ ಹಾಗೂ ಸಾರ್ವಜನಿಕರಿಗೆ ಮಾಸಿಕ ಪಾಸ್ ನೀಡುತ್ತಿರುವುದು ಸರಿಯಷ್ಟೆ. ಪಾಸ್ ಅನ್ನು ಆಯುಂದ ತಿಂಗಳ ಅವಧಿಗಾಗಿ ಕೊಡುತ್ತಿದ್ದು ವರ್ಷಕ್ಕೊಮ್ಮೆ ಗುರುತಿನ ಚೀಟಿಯನ್ನು ನವೀಕರಿಸುವ ಪದ್ಧತಿ ಜಾರಿಯಲ್ಲಿದೆ. ಪ್ರತಿ ವರ್ಷ ಲಕ್ಷಾಂತರ ಪಾಸ್ ಗುರುತಿನ ಚೀಟಿಗಳನ್ನು ನವೀಕರಿಸಲು ಹೆಚ್ಚಿನ ಸಿಬ್ಬಂದಿ ಹಾಗೂ ಸಮಯ ವ್ಯಯವಾಗುತ್ತದೆ. ಇದಲ್ಲದೆ ಅಲ್ಲಿ ಪಾಸ್ ಗುರುತಿನ ಚೀಟಿಗೆ ಕೂರಿಸಿರುವ ಸಿಬ್ಬಂದಿಯನ್ನು ಬೇರೆ ವಿಭಾಗಕ್ಕೆ ಸ್ಥಳಾಂತರಿಸಬಹುದು. ಆಗ ಸಿಬ್ಬಂದಿ ಕೊರತೆ ಕಂಡುಬರುವುದಿಲ್ಲ. ಆದುದರಿಂದ ಪಾಸ್‌ನ ಗುರುತಿನ ಚೀಟಿಯನ್ನು ಡ್ರೈವಿಂಗ್ ಲೈಸೆನ್ಸ್ ಮಾದರಿ ಐದು ವರ್ಷಕ್ಕೊಮ್ಮೆ ನವೀಕರಿಸುವಂತೆ ವಿಸ್ತರಿಸಿದರೆ ಸಂಸ್ಥೆಗೆ ತಗುಲುವ ವೆಚ್ಚ ಉಳಿತಾಯವಾಗುತ್ತದೆ. ಇದನ್ನು ಸಂಬಂಧಪಟ್ಟ ಅಧಿಕಾರಿಗಳು ಕೂಲಂಕುಶವಾಗಿ ಪರಿಗಣಿಸಿ, ಮುಂದಿನ ದಿನಗಳಲ್ಲಿ ಈಗಿರುವ ಪಾಸ್ ಗುರುತಿನ ಚೀಟಿ ನವೀಕರಣದ ಒಂದು ವರ್ಷದ ಅವಧಿಯನ್ನು ಕನಿಷ್ಠ ಐದು ವರ್ಷಕ್ಕೊಮ್ಮೆ ವಿಸ್ತರಿಸಿದರೆ ತುಂಬಾ ಉಪಯುಕ್ತವಾಗುತ್ತದೆ. <box>105 737 473 898</box>
article-body <box>1143 231 1469 540</box>
headline-line: ರಾಮ್ ಜನ್ಮ ದಿನಾಚರಣೆ <box>1190 1566 1392 1596</box>
masthead-date: ಗುರುವಾರ, ಏಪ್ರಿಲ್ 2, 2026 <box>185 345 389 369</box>
proverb-line: ವೇದ ಸುಳ್ಳಾದರೂ <box>122 542 204 559</box>
verse-reference: ಕಿಷ್ಕಿಂಧಾ: 5–20 <box>1057 576 1129 590</box>
divider <box>105 1882 473 1883</box>
shloka-line: ಕಾರ್ಯೇ ಕರ್ಮಣಿ ನಿರ್ದಿಷ್ಟೇ ಯೋ ಬಹೂನ್ಯಪಿ ಸಾಧಯೇತ್ । <box>1153 543 1395 558</box>
lead-text: ಯದುವೀರ್ ಒಡೆಯರ್, ಸುನೀಲ್ <box>1374 1606 1491 1620</box>
letter-body <box>105 1918 473 2081</box>
letter-greeting: ಮಾನ್ಯರೆ, <box>124 1920 156 1933</box>
author-designation: ಸಂಸ್ಕೃತ ವಿದ್ವಾಂಸರು <box>1290 1471 1369 1486</box>
laughing-face-icon <box>108 153 150 193</box>
letter-signature: –ಸಾಯಿ ಸಂದೇಶ್ ಬಿ.ಎಸ್., ಮೈಸೂರು <box>333 1367 473 1381</box>
article-paragraph: ಮುದ್ರದ ಅಗಾಧಜಲರಾಶಿಯನ್ನು ಗೋವಿನ ಹೆಜ್ಜೆಯ ಗಾತ್ರವಾಗಿ ಪರಿಗಣಿಸಿ, ಅದನ್ನು ದಾಟಿ, ಯುದ್ಧದ ವೇಳೆಯಲ್ಲಿ ಲಂಕಾರಾಕ್ಷಸರನ್ನು ಸೊಳ್ಳೆಯೋಪಾದಿಯಲ್ಲಿ ತೃಣೀಕರಿಸಿ, ಅವರನ್ನು ಹೊಸಕಿ ಹಾಕಿದ ಹನುಮಂತ ರಾಮಾಯಣದ ಅನೇಕ ಪಾತ್ರಗಳೆಂಬ ರತ್ನಗಳಲ್ಲಿ ನಾಯಕಮಣಿಯ ಸ್ಥಾನದಲ್ಲಿ ಇರುವವನು ಎಂಬುದು ಈ ಶ್ಲೋಕದ ತಾತ್ಪರ್ಯ. ಆದರ್ಶದಲ್ಲಿ, ಚಾರಿತ್ರ್ಯದಲ್ಲಿ, ವೀರ್ಯ-ಶೌರ್ಯ-ಪರಾಕ್ರಮಗಳಲ್ಲಿ, ಬುದ್ಧಿಮತ್ತೆಯಲ್ಲಿ, ಸಮಯೋಚಿತ ಪ್ರಜ್ಞೆಯಲ್ಲಿ, ಪ್ರಸಂಗಾವಧಾನತೆಯಲ್ಲಿ, ಇಂಗಿತಜ್ಞತೆಯಲ್ಲಿ ಇವನಷ್ಟು ಎತ್ತರಕ್ಕೆ ಏರುವವರು ಬಹಳ ವಿರಳ. ಶತ್ರುಭಯಂಕರನೆನಿಸಿಕೊಂಡ ಈತ ಕಾರ್ಯದಕ್ಷತೆಯಲ್ಲೂ ಅಷ್ಟೇ ಪ್ರವೀಣ. ಉತ್ತಮ ರಾಯಭಾರಿಯಾಗಿ, ವಿವೇಕದ ಸಾಕಾರಮೂರ್ತಿಯಾಗಿ ಕೋಟಿ ಕೋಟಿ ಭಕ್ತಜನರ ಹೃದಯಪೀಠದಲ್ಲಿ ಸದಾ ವಿರಾಜಿಸುತ್ತಿರುವವನು. ಇಂತಹ ಮಹಾನುಭಾವನ ಪ್ರಸಂಗಾವಧಾನತೆಗೆ ಒಂದು ಸುಂದರ ಉದಾಹರಣೆ ಕಿಷ್ಕಿಂಧಾಕಾಂಡದಲ್ಲಿ ಬರುತ್ತದೆ. <box>505 273 810 512</box>
letters-banner-accent <box>305 615 423 637</box>
registration-dot <box>774 2283 785 2299</box>
shloka-line: ಪ್ರತಿಗೃಹ್ಯಾರ್ಚಯಸ್ವೈತೌ ಪೂಜನೀಯತಮಾವುಭೌ ॥ <box>515 601 712 615</box>
letter-title: ಅರಕೆರೆಯಲ್ಲಿ ಬಸ್ ನಿಲ್ದಾಣ ನಿರ್ಮಿಸಿ <box>175 1890 402 1913</box>
story-paragraph: ಬೋಸ್, ಕನ್ನಡ ಪುಸ್ತಕ ಪ್ರಾಧಿಕಾರದ ಅಧ್ಯಕ್ಷ ಡಾ. ಮಾನಸ, ಕರ್ನಾಟಕ ಭೋವಿ ಅಭಿವೃದ್ಧಿ ನಿಗಮದ ಅಧ್ಯಕ್ಷ ರಾಮಪ್ಪ ಎಂ, ಮೈಸೂರು ಪೇಂಟ್ಸ್ ಮತ್ತು ವಾರ್ನಿಷ್ ಲಿಮಿಟೆಡ್ ಅಧ್ಯಕ್ಷ ಹೆಚ್. ಡಿ. <box>1369 1625 1491 1726</box>
article-paragraph: ಹನುಮಂತ ತಾನೇ ಸ್ವತಃ ತನ್ನನ್ನು ರಾಮಲಕ್ಷ್ಮಣರಿಗೆ ಪರಿಚಯಿಸಿಕೊಂಡು ಅವರನ್ನು ಸುಗ್ರೀವನ ಬಳಿಗೆ ಕರೆದೊಯ್ದು ಸುಗ್ರೀವನಿಗೆ ಅವರನ್ನು ಪರಿಚಯಿಸಿಕೊಡುತ್ತಾನೆ. ಇದೊಂದು ಮಾತ್ರವಲ್ಲ ಹೇಳುವುದು. <box>505 519 810 575</box>
